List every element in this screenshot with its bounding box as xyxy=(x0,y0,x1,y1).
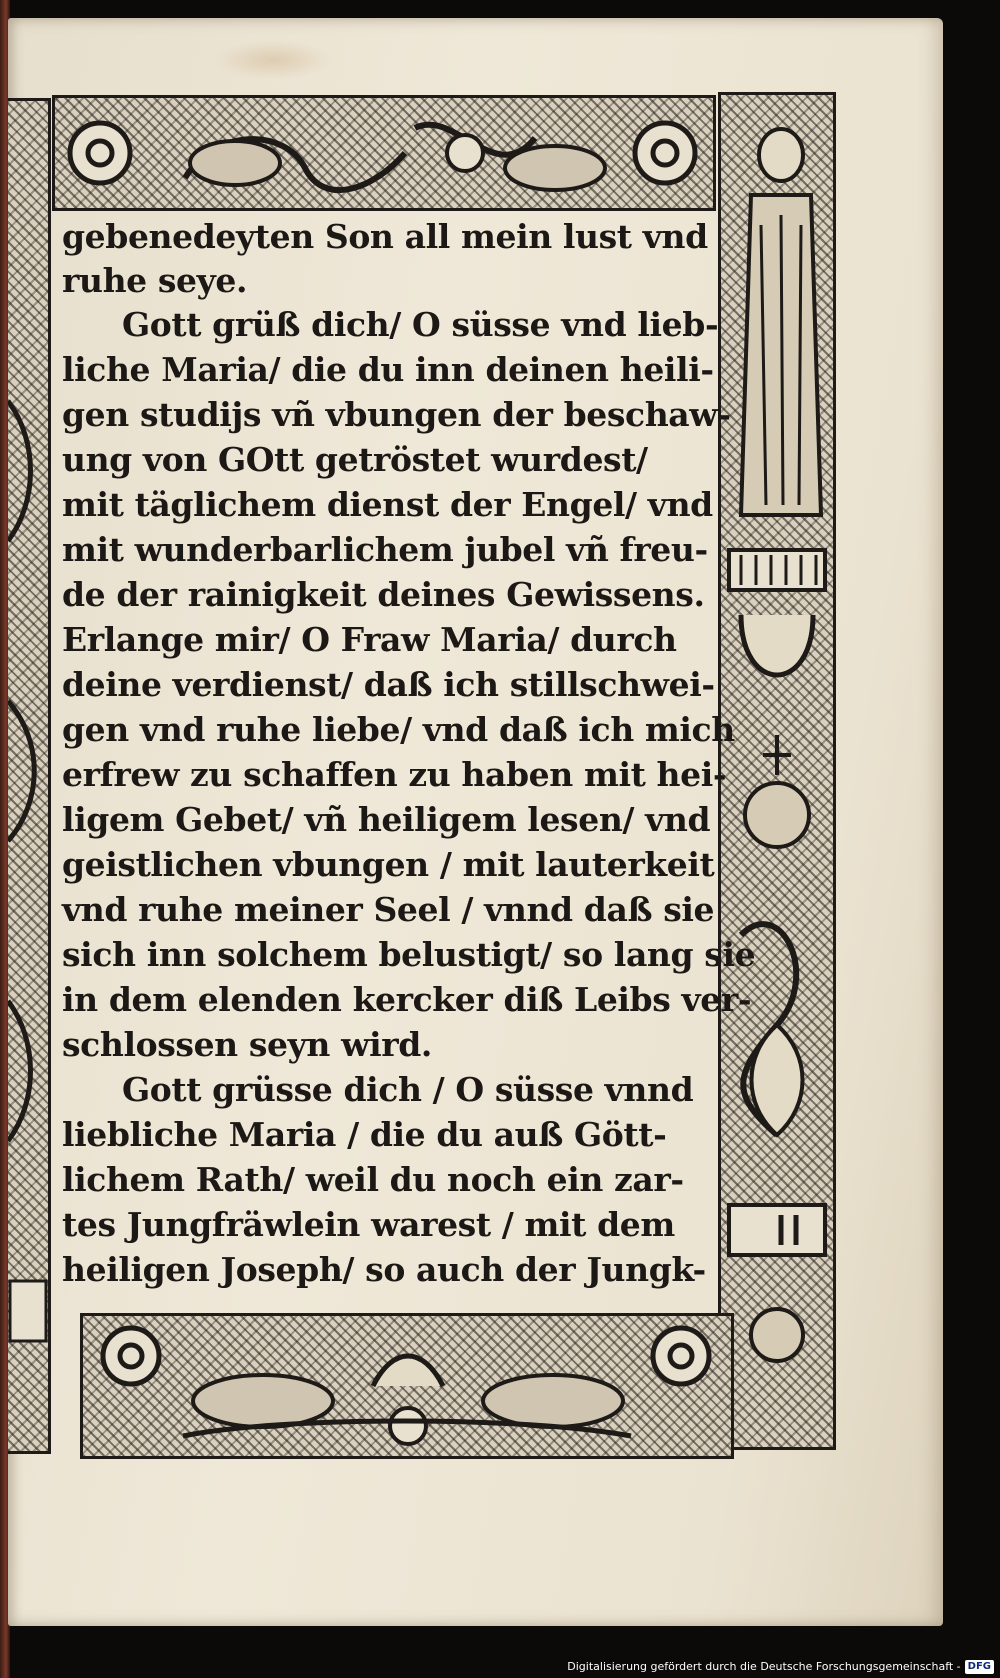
text-line: de der rainigkeit deines Gewissens. xyxy=(62,575,705,614)
text-line: vnd ruhe meiner Seel / vnnd daß sie xyxy=(62,890,715,929)
text-line: Erlange mir/ O Fraw Maria/ durch xyxy=(62,620,677,659)
text-line: gen vnd ruhe liebe/ vnd daß ich mich xyxy=(62,710,735,749)
footer-text: Digitalisierung gefördert durch die Deutsche Forschungsgemeinschaft - xyxy=(567,1660,961,1673)
text-line: mit täglichem dienst der Engel/ vnd xyxy=(62,485,713,524)
text-line: geistlichen vbungen / mit lauterkeit xyxy=(62,845,715,884)
paper-stain xyxy=(213,40,333,80)
left-ornament-scroll-icon xyxy=(8,101,48,1451)
text-line: erfrew zu schaffen zu haben mit hei- xyxy=(62,755,727,794)
text-line: liche Maria/ die du inn deinen heili- xyxy=(62,350,714,389)
text-line: gebenedeyten Son all mein lust vnd xyxy=(62,217,708,256)
bottom-ornament-border xyxy=(80,1313,734,1459)
text-line: ligem Gebet/ vñ heiligem lesen/ vnd xyxy=(62,800,711,839)
dfg-logo: DFG xyxy=(965,1660,994,1674)
text-line: tes Jungfräwlein warest / mit dem xyxy=(62,1205,675,1244)
text-line: Gott grüß dich/ O süsse vnd lieb- xyxy=(122,305,719,344)
text-line: ruhe seye. xyxy=(62,261,248,300)
text-line: gen studijs vñ vbungen der beschaw- xyxy=(62,395,731,434)
bottom-ornament-scroll-icon xyxy=(83,1316,731,1456)
text-line: sich inn solchem belustigt/ so lang sie xyxy=(62,935,756,974)
top-ornament-scroll-icon xyxy=(55,98,713,208)
text-line: in dem elenden kercker diß Leibs ver- xyxy=(62,980,752,1019)
digitization-footer xyxy=(567,1658,994,1676)
text-line: heiligen Joseph/ so auch der Jungk- xyxy=(62,1250,706,1289)
text-line: Gott grüsse dich / O süsse vnnd xyxy=(122,1070,694,1109)
saint-figure-column-icon xyxy=(721,95,833,1447)
text-line: ung von GOtt getröstet wurdest/ xyxy=(62,440,648,479)
page-text-block xyxy=(62,214,756,1306)
text-line: schlossen seyn wird. xyxy=(62,1025,432,1064)
text-line: mit wunderbarlichem jubel vñ freu- xyxy=(62,530,708,569)
text-line: liebliche Maria / die du auß Gött- xyxy=(62,1115,667,1154)
right-ornament-column xyxy=(718,92,836,1450)
text-line: lichem Rath/ weil du noch ein zar- xyxy=(62,1160,684,1199)
text-line: deine verdienst/ daß ich stillschwei- xyxy=(62,665,715,704)
left-ornament-column xyxy=(8,98,51,1454)
top-ornament-border xyxy=(52,95,716,211)
